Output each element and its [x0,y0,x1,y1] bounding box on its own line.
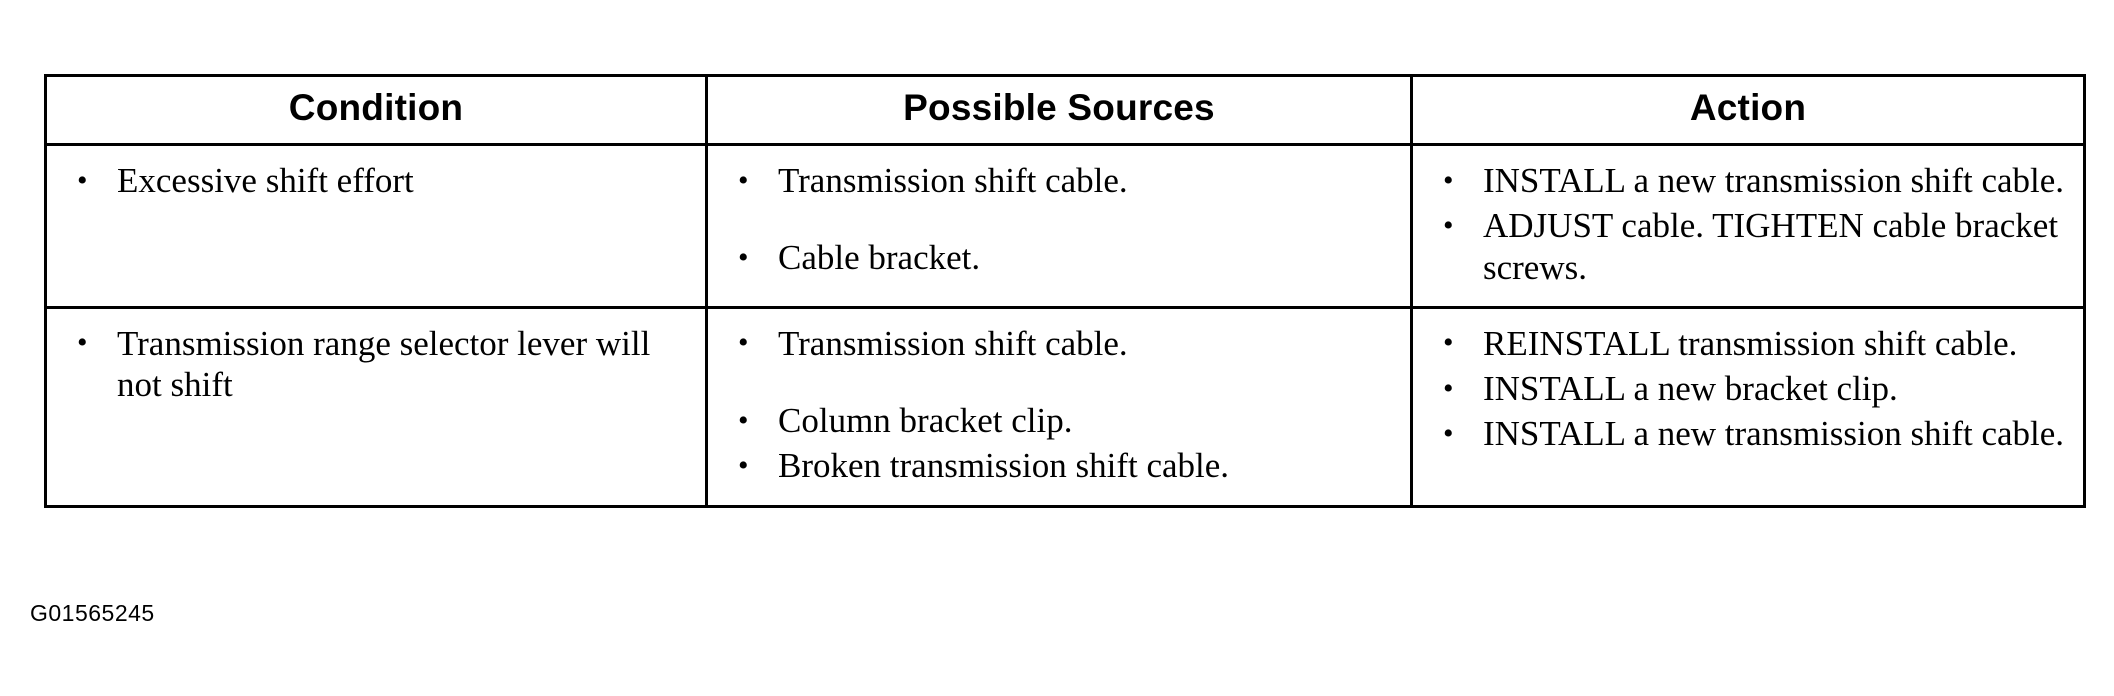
cell-condition [46,145,707,308]
bullet-icon: • [738,240,749,274]
column-header-possible-sources: Possible Sources [707,76,1412,145]
list-item-text: INSTALL a new transmission shift cable. [1483,414,2065,454]
table-row [46,307,2085,506]
bullet-icon: • [1443,371,1454,405]
table-row [46,145,2085,308]
list-item-text: REINSTALL transmission shift cable. [1483,323,2018,363]
cell-action [1412,145,2085,308]
list-item-text: INSTALL a new transmission shift cable. [1483,161,2065,200]
sources-list [718,160,1400,279]
action-list [1423,160,2073,288]
list-item [57,323,695,406]
list-item [718,237,1400,278]
list-item-text: ADJUST cable. TIGHTEN cable bracket screws. [1483,206,2059,287]
list-item [1423,413,2073,454]
list-item [1423,160,2073,201]
list-item [718,445,1400,486]
figure-caption: G01565245 [30,600,155,626]
list-item [718,323,1400,364]
list-item [1423,368,2073,409]
list-item-text: Transmission shift cable. [778,323,1128,363]
cell-possible-sources [707,307,1412,506]
list-item-text: Transmission shift cable. [778,161,1128,200]
table-header-row [46,76,2085,145]
bullet-icon: • [1443,208,1454,242]
bullet-icon: • [738,449,749,483]
bullet-icon: • [738,403,749,437]
list-item-text: Transmission range selector lever will not shift [117,323,651,405]
condition-list [57,323,695,406]
bullet-icon: • [1443,163,1454,197]
bullet-icon: • [738,163,749,197]
bullet-icon: • [77,326,88,360]
table-body [46,145,2085,507]
cell-action [1412,307,2085,506]
column-header-action: Action [1412,76,2085,145]
sources-list [718,323,1400,487]
diagnostic-table [44,74,2086,508]
list-item [57,160,695,201]
list-item [718,400,1400,441]
list-item-text: Cable bracket. [778,238,981,278]
action-list [1423,323,2073,455]
bullet-icon: • [738,326,749,360]
cell-possible-sources [707,145,1412,308]
list-item [1423,323,2073,364]
bullet-icon: • [77,163,88,197]
list-item-text: Broken transmission shift cable. [778,446,1230,486]
column-header-condition: Condition [46,76,707,145]
list-item-text: INSTALL a new bracket clip. [1483,369,1898,409]
bullet-icon: • [1443,326,1454,360]
cell-condition [46,307,707,506]
list-item [718,160,1400,201]
list-item-text: Excessive shift effort [117,161,414,200]
list-item-text: Column bracket clip. [778,401,1073,441]
table-header [46,76,2085,145]
list-item [1423,205,2073,288]
condition-list [57,160,695,201]
bullet-icon: • [1443,417,1454,451]
